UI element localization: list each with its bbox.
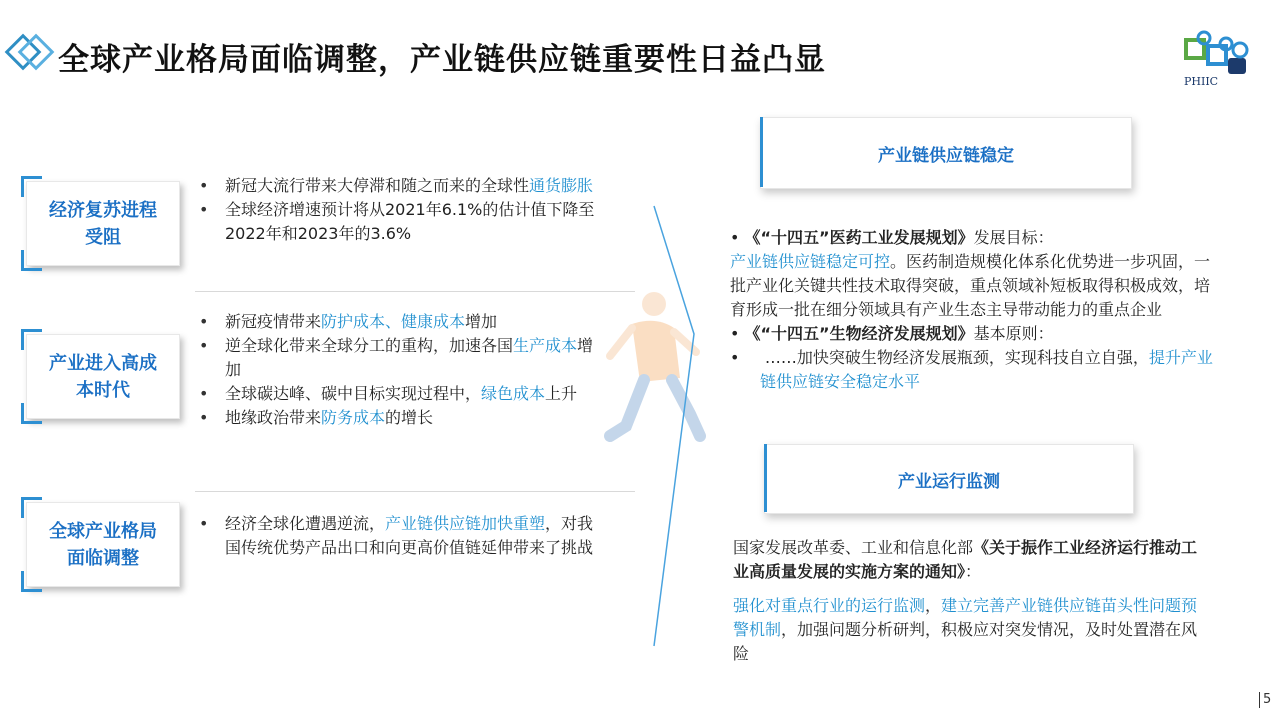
bullet-list-economic-recovery: [192, 174, 602, 246]
page-title: 全球产业格局面临调整，产业链供应链重要性日益凸显: [58, 42, 826, 78]
divider: [195, 491, 635, 492]
list-item: • 地缘政治带来防务成本的增长: [192, 406, 602, 430]
label-line2: 面临调整: [67, 547, 139, 569]
supply-chain-content: [730, 226, 1214, 394]
list-item: • 经济全球化遭遇逆流，产业链供应链加快重塑，对我国传统优势产品出口和向更高价值链延伸带来了挑战: [192, 512, 602, 560]
chevron-divider: [650, 204, 700, 648]
section-label-industry-restructure: [26, 502, 180, 587]
section-header-supply-chain-stability: [760, 117, 1132, 189]
list-item: • 逆全球化带来全球分工的重构，加速各国生产成本增加: [192, 334, 602, 382]
section-label-high-cost-era: [26, 334, 180, 419]
label-line1: 经济复苏进程: [49, 199, 157, 221]
paragraph: 强化对重点行业的运行监测，建立完善产业链供应链苗头性问题预警机制，加强问题分析研判，积极应对突发情况，及时处置潜在风险: [733, 596, 1198, 663]
list-item: • 全球经济增速预计将从2021年6.1%的估计值下降至2022年和2023年的3.6%: [192, 198, 602, 246]
section-header-label: 产业链供应链稳定: [878, 145, 1014, 166]
paragraph: 国家发展改革委、工业和信息化部《关于振作工业经济运行推动工业高质量发展的实施方案的通知》：: [733, 538, 1198, 581]
divider: [195, 291, 635, 292]
list-item: • 全球碳达峰、碳中目标实现过程中，绿色成本上升: [192, 382, 602, 406]
label-line1: 全球产业格局: [49, 520, 157, 542]
page-number-bar: [1259, 692, 1260, 708]
section-label-economic-recovery: [26, 181, 180, 266]
title-icon: [8, 36, 48, 66]
label-line1: 产业进入高成: [49, 352, 157, 374]
label-line2: 本时代: [76, 379, 130, 401]
operation-monitoring-content: [733, 536, 1211, 666]
list-item: • 新冠疫情带来防护成本、健康成本增加: [192, 310, 602, 334]
section-header-label: 产业运行监测: [898, 471, 1000, 492]
section-header-operation-monitoring: [764, 444, 1134, 514]
list-item: • ……加快突破生物经济发展瓶颈，实现科技自立自强，提升产业链供应链安全稳定水平: [730, 348, 1213, 391]
phiic-logo: [1180, 30, 1252, 88]
list-item-body: 产业链供应链稳定可控。医药制造规模化体系化优势进一步巩固，一批产业化关键共性技术取得突破，重点领域补短板取得积极成效，培育形成一批在细分领域具有产业生态主导带动能力的重点企业: [730, 252, 1211, 319]
bullet-list-industry-restructure: [192, 512, 602, 560]
list-item: • 《“十四五”医药工业发展规划》发展目标：: [730, 228, 1054, 247]
list-item: • 《“十四五”生物经济发展规划》基本原则：: [730, 324, 1054, 343]
label-line2: 受阻: [85, 226, 121, 248]
logo-text: PHIIC: [1184, 75, 1219, 88]
list-item: • 新冠大流行带来大停滞和随之而来的全球性通货膨胀: [192, 174, 602, 198]
bullet-list-high-cost-era: [192, 310, 602, 430]
page-number: 5: [1263, 692, 1272, 707]
